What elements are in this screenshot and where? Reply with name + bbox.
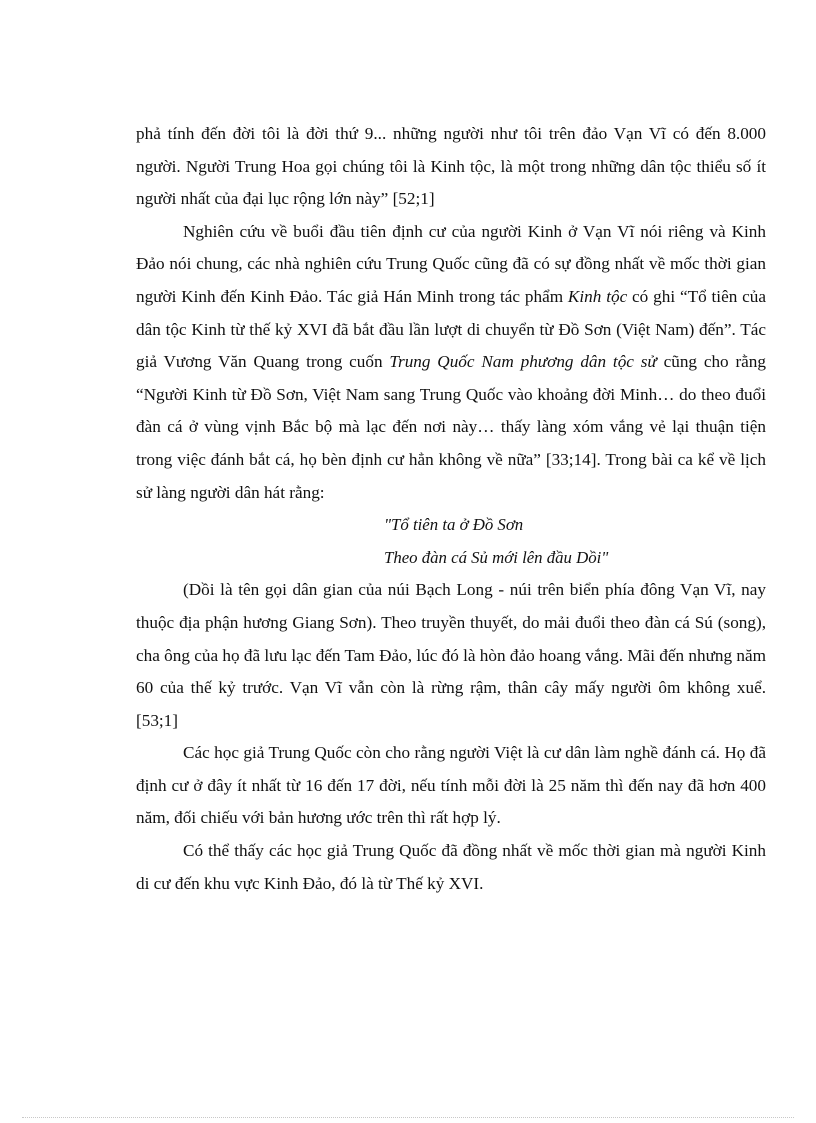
paragraph-2-text-b: có ghi “Tổ tiên của dân tộc Kinh từ thế kỷ XVI đã bắt đầu lần lượt di chuyển từ Đồ Sơn (Việt Nam) đến”. Tác giả Vương Văn Quang trong cuốn: [136, 286, 766, 372]
paragraph-2-text-c: cũng cho rằng “Người Kinh từ Đồ Sơn, Việt Nam sang Trung Quốc vào khoảng đời Minh… do theo đuổi đàn cá ở vùng vịnh Bắc bộ mà lạc đến nơi này… thấy làng xóm vắng vẻ lại thuận tiện trong việc đánh bắt cá, họ bèn định cư hẳn không về nữa” [33;14]. Trong bài ca kể về lịch sử làng người dân hát rằng:: [136, 352, 766, 502]
verse-line-2: Theo đàn cá Sủ mới lên đầu Dồi": [384, 547, 609, 567]
paragraph-3: (Dồi là tên gọi dân gian của núi Bạch Long - núi trên biển phía đông Vạn Vĩ, nay thuộc địa phận hương Giang Sơn). Theo truyền thuyết, do mải đuổi theo đàn cá Sú (song), cha ông của họ đã lưu lạc đến Tam Đảo, lúc đó là hòn đảo hoang vắng. Mãi đến nhưng năm 60 của thế kỷ trước. Vạn Vĩ vẫn còn là rừng rậm, thân cây mấy người ôm không xuể. [53;1]: [136, 580, 766, 730]
paragraph-1: phả tính đến đời tôi là đời thứ 9... những người như tôi trên đảo Vạn Vĩ có đến 8.000 người. Người Trung Hoa gọi chúng tôi là Kinh tộc, là một trong những dân tộc thiểu số ít người nhất của đại lục rộng lớn này” [52;1]: [136, 124, 766, 209]
book-title-nam-phuong: Trung Quốc Nam phương dân tộc sử: [389, 352, 657, 372]
verse-line-1: "Tổ tiên ta ở Đồ Sơn: [384, 515, 524, 535]
book-title-kinh-toc: Kinh tộc: [567, 286, 628, 306]
paragraph-2: [136, 216, 766, 509]
document-page: [136, 118, 766, 900]
paragraph-4: Các học giả Trung Quốc còn cho rằng người Việt là cư dân làm nghề đánh cá. Họ đã định cư ở đây ít nhất từ 16 đến 17 đời, nếu tính mỗi đời là 25 năm thì đến nay đã hơn 400 năm, đối chiếu với bản hương ước trên thì rất hợp lý.: [136, 743, 766, 828]
paragraph-5: Có thể thấy các học giả Trung Quốc đã đồng nhất về mốc thời gian mà người Kinh di cư đến khu vực Kinh Đảo, đó là từ Thế kỷ XVI.: [136, 841, 766, 893]
paragraph-2-text-a: Nghiên cứu về buổi đầu tiên định cư của người Kinh ở Vạn Vĩ nói riêng và Kinh Đảo nói chung, các nhà nghiên cứu Trung Quốc cũng đã có sự đồng nhất về mốc thời gian người Kinh đến Kinh Đảo. Tác giả Hán Minh trong tác phẩm: [136, 221, 766, 306]
page-bottom-divider: [22, 1117, 794, 1118]
